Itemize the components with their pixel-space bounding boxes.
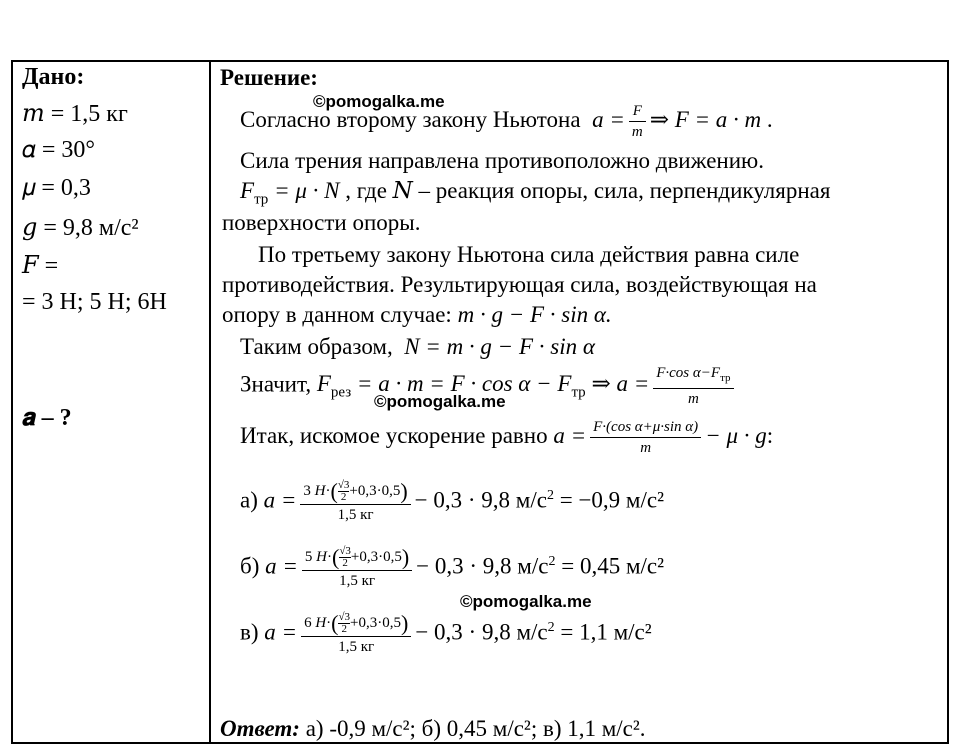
formula-newton-second: a = $\frac{F}{m}$ ⇒ F = a · m . — [586, 103, 773, 140]
line-newton-third: По третьему закону Ньютона сила действия равна силе — [258, 242, 800, 267]
case-a-force: 3 — [303, 483, 311, 500]
given-force-values: = 3 Н; 5 Н; 6Н — [22, 289, 167, 315]
line-normal-force — [240, 331, 595, 363]
find-acceleration: 𝒂 – ? — [22, 405, 72, 431]
given-force: 𝐹 = — [22, 253, 59, 279]
line-acceleration-text: Итак, искомое ускорение равно — [240, 422, 548, 448]
line-acceleration: Итак, искомое ускорение равно a = $\frac{\text{F·(cos α+μ·sin α)}}{m}$ − μ · g: — [240, 419, 774, 456]
fraction-case-b: 5 H·( $\frac{√3}{2}+0,3\cdot 0,5$) 1,5 кг — [302, 546, 412, 590]
given-gravity: 𝑔 = 9,8 м/с² — [22, 215, 139, 241]
given-angle: 𝛼 = 30° — [22, 137, 96, 163]
answer-label: Ответ: — [220, 716, 300, 741]
case-a-label: а) — [240, 487, 258, 513]
line-support-force-text: опору в данном случае: — [222, 302, 452, 327]
case-a: а) a = 3 H·( $\frac{√3}{2}+0,3\cdot 0,5$) 1,5 кг − 0,3 · 9,8 $м/с^2 = -0,9$ м/с² — [240, 478, 664, 524]
fraction-case-a: 3 H·( $\frac{√3}{2}+0,3\cdot 0,5$) 1,5 кг — [300, 480, 410, 524]
line-support-force — [222, 299, 612, 331]
line-resultant-text: Значит, — [240, 371, 312, 397]
answer-text: а) -0,9 м/с²; б) 0,45 м/с²; в) 1,1 м/с². — [305, 716, 646, 741]
given-friction: 𝜇 = 0,3 — [22, 175, 91, 201]
line-friction-text: , где 𝑁 – реакция опоры, сила, перпендикулярная — [345, 178, 831, 203]
fraction-acceleration: $\frac{\text{F·(cos α+μ·sin α)}}{m}$ — [590, 418, 701, 457]
formula-support-force: m · g − F · sin α. — [457, 302, 612, 327]
watermark-3: ©pomogalka.me — [460, 592, 592, 611]
case-c-label: в) — [240, 619, 259, 645]
line-support-surface: поверхности опоры. — [222, 210, 421, 235]
case-b-result: 0,45 м/с² — [579, 553, 665, 579]
given-mass: 𝑚 = 1,5 кг — [22, 101, 128, 127]
case-c-force: 6 — [304, 615, 312, 632]
case-b-force: 5 — [304, 549, 313, 566]
case-b-label: б) — [240, 553, 260, 579]
fraction-case-c: 6 H·( $\frac{√3}{2}+0,3\cdot 0,5$) 1,5 кг — [301, 612, 411, 656]
answer-line — [220, 713, 646, 745]
given-header: Дано: — [22, 64, 85, 90]
case-c: в) a = 6 H·( $\frac{√3}{2}+0,3\cdot 0,5$) 1,5 кг − 0,3 · 9,8 $м/с^2 = 1,1$ м/с² — [240, 610, 652, 656]
watermark-2: ©pomogalka.me — [374, 392, 506, 411]
solution-header: Решение: — [220, 65, 318, 90]
case-b: б) a = 5 H·( $\frac{√3}{2}+0,3\cdot 0,5$) 1,5 кг − 0,3 · 9,8 $м/с^2 = 0,45$ м/с² — [240, 544, 665, 590]
watermark-1: ©pomogalka.me — [313, 92, 445, 111]
line-counteraction: противодействия. Результирующая сила, воздействующая на — [222, 272, 817, 297]
line-friction-direction: Сила трения направлена противоположно движению. — [240, 148, 764, 173]
line-newton-second — [240, 102, 773, 141]
line-normal-force-text: Таким образом, — [240, 334, 393, 359]
formula-resultant: $F_{рез} = a \cdot m = F \cdot \cos \alpha - F_{тр}$ ⇒ a = — [316, 371, 650, 401]
case-a-result: −0,9 м/с² — [578, 487, 664, 513]
formula-normal-force: N = m · g − F · sin α — [398, 334, 595, 359]
case-c-result: 1,1 м/с² — [579, 619, 652, 645]
line-newton-second-text: Согласно второму закону Ньютона — [240, 106, 581, 132]
fraction-resultant: $\frac{F\cdot\cos \alpha-F_{тр}}{m}$ — [653, 364, 733, 408]
column-divider — [209, 60, 211, 744]
formula-friction: $F_{тр} = \mu \cdot N$ — [240, 178, 340, 208]
